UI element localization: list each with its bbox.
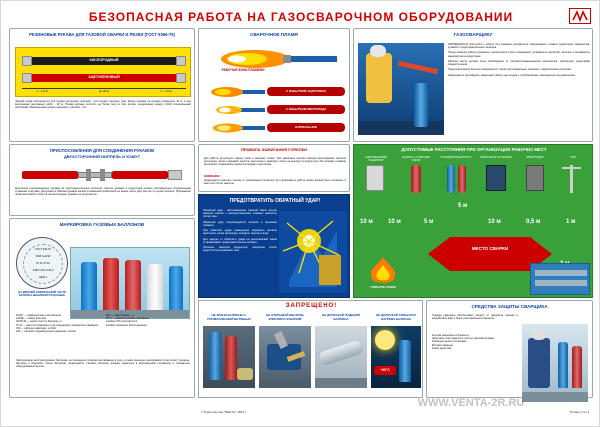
venta-logo bbox=[569, 8, 591, 24]
cylinders-image bbox=[70, 247, 190, 319]
dist-4: 0,5 м bbox=[526, 219, 541, 225]
oily-rags-image bbox=[203, 326, 255, 388]
marking-panel bbox=[9, 218, 195, 398]
gas-welder-panel bbox=[353, 28, 593, 142]
marking-legend-left bbox=[16, 314, 102, 333]
legend-right-3: клеймо инспекции Ростехнадзора bbox=[106, 323, 147, 327]
flame-main-illustration bbox=[203, 43, 347, 83]
open-flame-illustration bbox=[360, 257, 406, 291]
legend-right-2: клеймо ОТК изготовителя bbox=[106, 320, 138, 324]
protection-intro: Одежда сварщика обеспечивает защиту от продуктов горения и воздействия искр и брызг расплавленного металла. bbox=[432, 314, 518, 321]
dist-0: 10 м bbox=[360, 219, 373, 225]
nipple-subtitle: ДВУХСТОРОННИЙ НИППЕЛЬ И ХОМУТ bbox=[63, 154, 141, 159]
hose-label-oxygen: КИСЛОРОДНЫЙ bbox=[89, 58, 119, 62]
stamp-line-1: ГОСТ 949-73 bbox=[35, 248, 51, 251]
equip-3 bbox=[478, 156, 514, 164]
forbidden-panel bbox=[198, 300, 423, 398]
protection-title: СРЕДСТВА ЗАЩИТЫ СВАРЩИКА bbox=[471, 304, 548, 309]
backfire-text bbox=[203, 209, 277, 253]
gas-welder-image bbox=[358, 43, 444, 135]
legend-right-0: 40,0 — вместимость, л bbox=[106, 314, 134, 317]
legend-left-0: КСИЛ — товарный знак изготовителя bbox=[16, 314, 61, 317]
protection-item-1: Защитные очки закрытого типа со светофильтрами bbox=[432, 337, 494, 341]
cylinder-blue2 bbox=[169, 266, 183, 316]
protection-item-3: Ботинки кожаные bbox=[432, 343, 453, 347]
arrow-left bbox=[428, 237, 450, 271]
ignition-title: ПРАВИЛА ЗАЖИГАНИЯ ГОРЕЛКИ bbox=[241, 147, 307, 152]
flame-type-0 bbox=[205, 85, 345, 101]
footer-right: Плакат 3 из 4 bbox=[570, 410, 589, 414]
scale-mid: до 30 м bbox=[98, 89, 110, 93]
legend-left-2: 30.08-34 — масса пустого баллона, кг bbox=[16, 320, 62, 324]
flame-panel bbox=[198, 28, 350, 142]
protection-item-2: Рукавицы (краги) спилковые bbox=[432, 340, 467, 344]
legend-left-3: 07.11 — дата изготовления и год следующего освидетельствования bbox=[16, 323, 98, 327]
cylinder-acetylene bbox=[103, 258, 119, 316]
equip-label-1: БАЛЛОН С ГОРЮЧИМ ГАЗОМ bbox=[402, 156, 430, 163]
hose-label-acetylene: АЦЕТИЛЕНОВЫЙ bbox=[88, 75, 120, 79]
dist-5: 1 м bbox=[566, 219, 576, 225]
legend-right-1: М2,1 — диаметр резьбы горловины bbox=[106, 317, 149, 321]
center-marker bbox=[450, 237, 530, 271]
cylinder-white bbox=[147, 264, 163, 316]
stamp-line-3: 07.11 07.16 bbox=[36, 262, 50, 265]
backfire-bullet-2: При обратном ударе немедленно перекрыть вентиль ацетилена, затем кислорода, охладить горелку в воде. bbox=[203, 229, 277, 236]
scale-right: 1 - 1,5 м bbox=[160, 89, 172, 93]
stamp-line-2: ЧМЗ №1234 bbox=[35, 255, 51, 258]
hoses-note: Чёрный рукав используется для подачи кислорода, красный - для подачи горючего газа. Длина рукавов не должна превышать 30 м, а при выполнении монтажных работ - 40 м. Рукава должны состоять не более чем из трёх кусков, соединённых между собой специальными ниппелями. Минимальная длина стыкуемых участков - 3 м. bbox=[15, 100, 191, 110]
page-title: БЕЗОПАСНАЯ РАБОТА НА ГАЗОСВАРОЧНОМ ОБОРУДОВАНИИ bbox=[88, 10, 514, 24]
distance-row bbox=[358, 219, 590, 231]
legend-left-5: 225 — пробное гидравлическое давление, кгс/см² bbox=[16, 330, 77, 334]
flame-type-2 bbox=[205, 121, 345, 137]
flame-zone-label: РАБОЧАЯ ЗОНА ПЛАМЕНИ bbox=[221, 68, 265, 72]
flame-type-label-0: С ИЗБЫТКОМ АЦЕТИЛЕНА bbox=[285, 89, 327, 93]
stamp-line-4: Р150 С40 V=40,0 bbox=[32, 269, 54, 272]
backfire-bullet-4: Причины: перегрев мундштука, засорение сопла, недостаточное давление газа. bbox=[203, 246, 277, 253]
gas-welder-title: ГАЗОСВАРЩИКУ bbox=[453, 32, 493, 37]
hoses-title: РЕЗИНОВЫЕ РУКАВА ДЛЯ ГАЗОВОЙ СВАРКИ И РЕЗКИ (ГОСТ 9356-75) bbox=[29, 32, 175, 37]
ignition-panel bbox=[198, 144, 350, 192]
welder-photo bbox=[522, 324, 588, 402]
gas-welder-line-0: ЗАПРЕЩАЕТСЯ приступать к работе без проверки исправности оборудования, газовых редукторов, манометров, рукавов и предохранительных затворов. bbox=[448, 43, 590, 50]
gas-welder-line-3: Транспортировать баллоны разрешается только на специальных тележках с закреплением хомутами. bbox=[448, 68, 572, 72]
cylinder-oxygen bbox=[81, 262, 97, 316]
protection-panel bbox=[426, 300, 593, 398]
nipple-title: ПРИСПОСОБЛЕНИЯ ДЛЯ СОЕДИНЕНИЯ РУКАВОВ bbox=[49, 148, 155, 153]
forbidden-item-2 bbox=[315, 314, 367, 388]
marking-legend-right bbox=[106, 314, 190, 327]
overheating-image bbox=[371, 326, 421, 388]
gas-welder-line-2: Рабочее место должно быть освобождено от легковоспламеняющихся материалов, обеспечено средствами пожаротушения. bbox=[448, 59, 590, 67]
pipeline-illustration bbox=[530, 263, 590, 295]
forbidden-title: ЗАПРЕЩЕНО! bbox=[285, 303, 338, 309]
hoses-diagram bbox=[15, 47, 191, 97]
dist-3: 10 м bbox=[488, 219, 501, 225]
flame-title: СВАРОЧНОЕ ПЛАМЯ bbox=[250, 32, 298, 37]
falling-cylinder-image bbox=[315, 326, 367, 388]
flame-type-1 bbox=[205, 103, 345, 119]
protection-item-0: Костюм сварщика из брезента bbox=[432, 334, 469, 337]
open-flame-label: ОТКРЫТОЕ ПЛАМЯ bbox=[370, 286, 396, 289]
cylinder-stamp bbox=[16, 237, 68, 289]
legend-left-4: 150 — рабочее давление, кгс/см² bbox=[16, 326, 57, 330]
backfire-title: ПРЕДОТВРАТИТЬ ОБРАТНЫЙ УДАР! bbox=[229, 198, 321, 204]
equip-label-5: ЛЭП bbox=[570, 156, 576, 159]
legend-left-1: 1234Б — номер баллона bbox=[16, 317, 47, 321]
distances-title: ДОПУСТИМЫЕ РАССТОЯНИЯ ПРИ ОРГАНИЗАЦИИ РАБОЧИХ МЕСТ bbox=[401, 147, 547, 152]
protection-list bbox=[432, 334, 518, 350]
backfire-panel bbox=[198, 194, 350, 298]
forbidden-caption-0: НЕ ХРАНИ БАЛЛОНЫ С ПРОМАСЛЕННОЙ ВЕТОШЬЮ bbox=[207, 313, 251, 321]
dist-1: 10 м bbox=[388, 219, 401, 225]
gas-welder-text bbox=[448, 43, 590, 77]
backfire-bullet-3: Для защиты от обратного удара на ацетиленовой линии устанавливают предохранительные затворы. bbox=[203, 237, 277, 244]
footer-left: © Издательство "ВЕНТА", 2012 г. bbox=[201, 410, 247, 414]
ignition-warning: Запрещается зажигать горелку от раскалённого металла; при перерывах в работе пламя должно быть погашено, а вентили плотно закрыты. bbox=[204, 179, 346, 186]
forbidden-caption-3: НЕ ДОПУСКАЙ СИЛЬНОГО НАГРЕВА БАЛЛОНА bbox=[376, 313, 416, 321]
nipple-illustration bbox=[22, 167, 184, 183]
equip-label-2: ГАЗОСВАРОЧНЫЙ ПОСТ bbox=[440, 156, 472, 159]
forbidden-caption-2: НЕ ДОПУСКАЙ ПАДЕНИЯ БАЛЛОНА bbox=[322, 313, 360, 321]
equip-label-0: АЦЕТИЛЕНОВЫЙ ГЕНЕРАТОР bbox=[364, 156, 388, 163]
scale-left: 1 - 1,5 м bbox=[36, 89, 48, 93]
gas-welder-line-1: Перед началом работы проверить герметичность всех соединений, исправность вентилей, наличие и исправность манометров на редукторах. bbox=[448, 51, 590, 58]
radial-5m: 5 м bbox=[458, 203, 468, 209]
nipple-note: Крепление газопроводящих рукавов на присоединительных ниппелях горелок, резаков и редукторов должно производиться специальными стяжными хомутами. Допускается обвязка рукавов мягкой отожжённой проволокой не менее чем в двух местах по длине ниппеля. Применение проволоки вместо хомутов на кислородных рукавах не допускается. bbox=[15, 187, 191, 197]
equip-2 bbox=[438, 156, 474, 164]
watermark: WWW.VENTA-2R.RU bbox=[417, 397, 525, 409]
forbidden-caption-1: НЕ ОТКРЫВАЙ ВЕНТИЛЬ КЛЮЧОМ И ЗУБИЛОМ bbox=[266, 313, 304, 321]
equip-label-3: СВАРОЧНАЯ УСТАНОВКА bbox=[479, 156, 513, 159]
dist-2: 5 м bbox=[424, 219, 434, 225]
gas-welder-line-4: Запрещается производить сварочные работы на сосудах и трубопроводах, находящихся под давлением. bbox=[448, 73, 576, 77]
ignition-warning-title: ВНИМАНИЕ! bbox=[204, 175, 220, 178]
center-label: МЕСТО СВАРКИ bbox=[471, 246, 509, 251]
temperature-badge: +30°C bbox=[374, 366, 396, 375]
equip-label-4: ЭЛЕКТРОЩИТ bbox=[526, 156, 544, 159]
marking-title: МАРКИРОВКА ГАЗОВЫХ БАЛЛОНОВ bbox=[59, 222, 145, 227]
backfire-bullet-1: Обратный удар сопровождается хлопком и гашением пламени. bbox=[203, 220, 277, 227]
equip-5 bbox=[556, 156, 590, 164]
forbidden-item-1 bbox=[259, 314, 311, 388]
forbidden-item-3 bbox=[371, 314, 421, 388]
nipple-panel bbox=[9, 144, 195, 216]
distances-panel bbox=[353, 144, 593, 298]
protection-item-4: Каска защитная bbox=[432, 346, 452, 350]
backfire-illustration bbox=[279, 211, 347, 293]
backfire-bullet-0: Обратный удар - воспламенение горючей смеси внутри каналов горелки с распространением пламени навстречу потоку газа. bbox=[203, 209, 277, 219]
marking-bottom-note: Эксплуатация эксплуатируемых баллонов, не прошедших освидетельствование в срок, а также имеющих неисправности вентилей, трещины, вмятины и коррозию стенок баллонов, запрещается. Газовые баллоны должны храниться в вертикальном положении в специально оборудованных местах. bbox=[16, 359, 190, 369]
equip-0 bbox=[358, 156, 394, 164]
stamp-line-5: №М2,1 bbox=[38, 276, 48, 279]
flame-type-label-1: С ИЗБЫТКОМ КИСЛОРОДА bbox=[285, 107, 327, 111]
stamp-caption: НА ВЕРХНЕЙ СФЕРИЧЕСКОЙ ЧАСТИ БАЛЛОНА ВЫБИВАЮТСЯ ДАННЫЕ bbox=[18, 291, 66, 298]
chisel-valve-image bbox=[259, 326, 311, 388]
flame-type-label-2: НОРМАЛЬНОЕ bbox=[295, 125, 317, 129]
equip-1 bbox=[398, 156, 434, 164]
equipment-row bbox=[358, 156, 590, 198]
cylinder-propane bbox=[125, 260, 141, 316]
ignition-text: Для работы регулируют подачу газов и зажигают пламя. При зажигании горелки сначала приоткрывают вентиль кислорода, затем открывают вентиль ацетилена и зажигают смесь на выходе из мундштука. Регулировку пламени выполняют изменением подачи кислорода и ацетилена. bbox=[204, 157, 346, 167]
forbidden-item-0 bbox=[203, 314, 255, 388]
equip-4 bbox=[518, 156, 552, 164]
hoses-panel bbox=[9, 28, 195, 142]
